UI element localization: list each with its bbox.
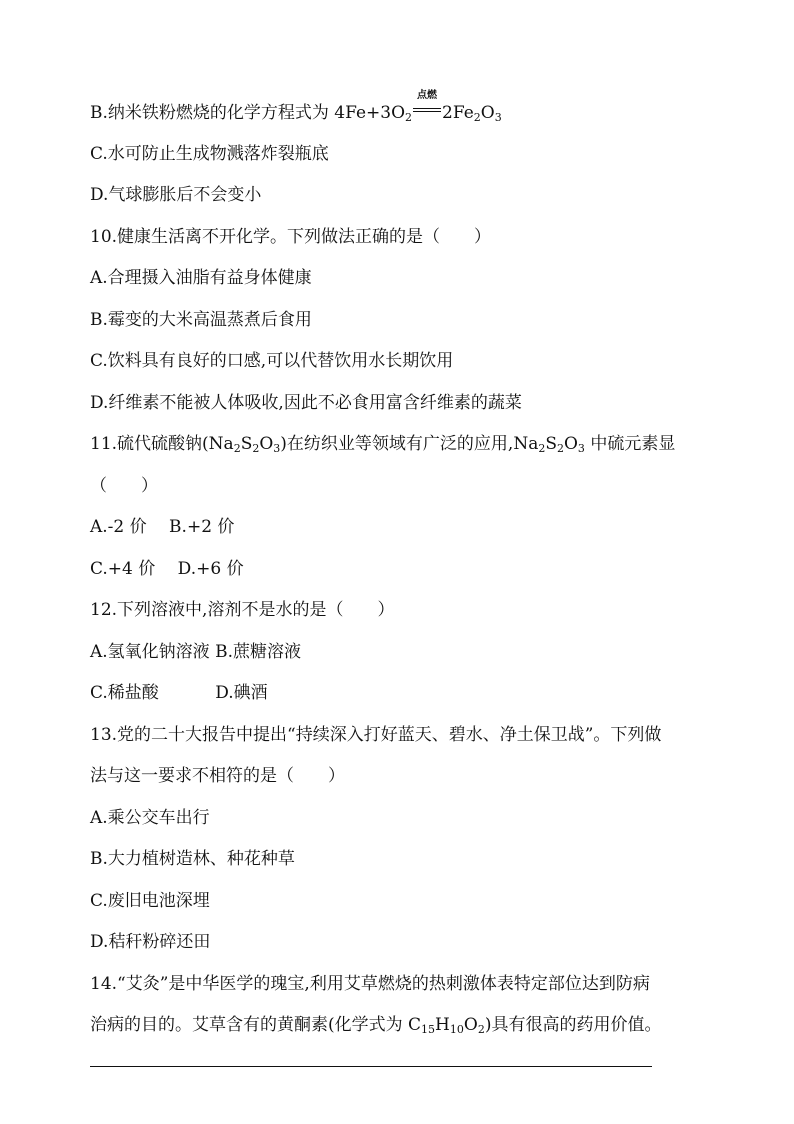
q11-stem [90, 432, 675, 456]
q10-option-d: D.纤维素不能被人体吸收,因此不必食用富含纤维素的蔬菜 [90, 393, 522, 413]
q11-options-cd: C.+4 价 D.+6 价 [90, 559, 244, 579]
q13-option-c: C.废旧电池深埋 [90, 891, 210, 911]
q9-option-b-text: B.纳米铁粉燃烧的化学方程式为 4Fe+3O [90, 103, 406, 123]
q10-option-b: B.霉变的大米高温蒸煮后食用 [90, 310, 312, 330]
q12-options-cd: C.稀盐酸 D.碘酒 [90, 683, 268, 703]
subscript: 2 [477, 1023, 485, 1036]
q10-stem: 10.健康生活离不开化学。下列做法正确的是（ ） [90, 227, 492, 247]
q11-stem-text: S [240, 434, 253, 454]
q14-stem-text: H [435, 1015, 450, 1035]
q11-stem-text: O [563, 434, 578, 454]
q9-option-b [90, 90, 502, 125]
q13-option-a: A.乘公交车出行 [90, 808, 210, 828]
product-text: 2Fe [442, 103, 474, 123]
q12-stem: 12.下列溶液中,溶剂不是水的是（ ） [90, 600, 395, 620]
q9-option-d: D.气球膨胀后不会变小 [90, 185, 262, 205]
subscript: 15 [421, 1023, 436, 1036]
q13-stem-line1: 13.党的二十大报告中提出“持续深入打好蓝天、碧水、净土保卫战”。下列做 [90, 725, 662, 745]
reaction-condition-label: 点燃 [417, 90, 438, 101]
reaction-condition [412, 90, 442, 120]
subscript: 3 [273, 442, 281, 455]
q11-stem-text: O [259, 434, 274, 454]
q12-options-ab: A.氢氧化钠溶液 B.蔗糖溶液 [90, 642, 301, 662]
subscript: 2 [473, 111, 481, 124]
subscript: 10 [449, 1023, 464, 1036]
footer-divider [90, 1066, 652, 1067]
q13-option-b: B.大力植树造林、种花种草 [90, 849, 295, 869]
subscript: 3 [577, 442, 585, 455]
subscript: 2 [405, 111, 413, 124]
q13-option-d: D.秸秆粉碎还田 [90, 932, 211, 952]
q11-answer-bracket: （ ） [90, 476, 158, 496]
subscript: 2 [233, 442, 241, 455]
q10-option-c: C.饮料具有良好的口感,可以代替饮用水长期饮用 [90, 351, 454, 371]
q11-stem-text: S [545, 434, 557, 454]
q10-option-a: A.合理摄入油脂有益身体健康 [90, 268, 312, 288]
q14-stem-text: O [463, 1015, 478, 1035]
product-text: O [480, 103, 495, 123]
q14-stem-text: 治病的目的。艾草含有的黄酮素(化学式为 C [90, 1015, 422, 1035]
q9-option-c: C.水可防止生成物溅落炸裂瓶底 [90, 144, 329, 164]
q11-stem-text: )在纺织业等领域有广泛的应用,Na [280, 434, 539, 454]
q14-stem-text: )具有很高的药用价值。 [484, 1015, 662, 1035]
q14-stem-line2 [90, 1013, 661, 1037]
equals-bar-top [413, 108, 441, 109]
subscript: 2 [556, 442, 564, 455]
q14-stem-line1: 14.“艾灸”是中华医学的瑰宝,利用艾草燃烧的热刺激体表特定部位达到防病 [90, 974, 650, 994]
equals-bar-bottom [413, 111, 441, 112]
subscript: 2 [538, 442, 546, 455]
q11-options-ab: A.-2 价 B.+2 价 [90, 517, 235, 537]
subscript: 2 [252, 442, 260, 455]
q11-stem-text: 中硫元素显 [584, 434, 676, 454]
q13-stem-line2: 法与这一要求不相符的是（ ） [90, 766, 345, 786]
subscript: 3 [494, 111, 502, 124]
q11-stem-text: 11.硫代硫酸钠(Na [90, 434, 234, 454]
